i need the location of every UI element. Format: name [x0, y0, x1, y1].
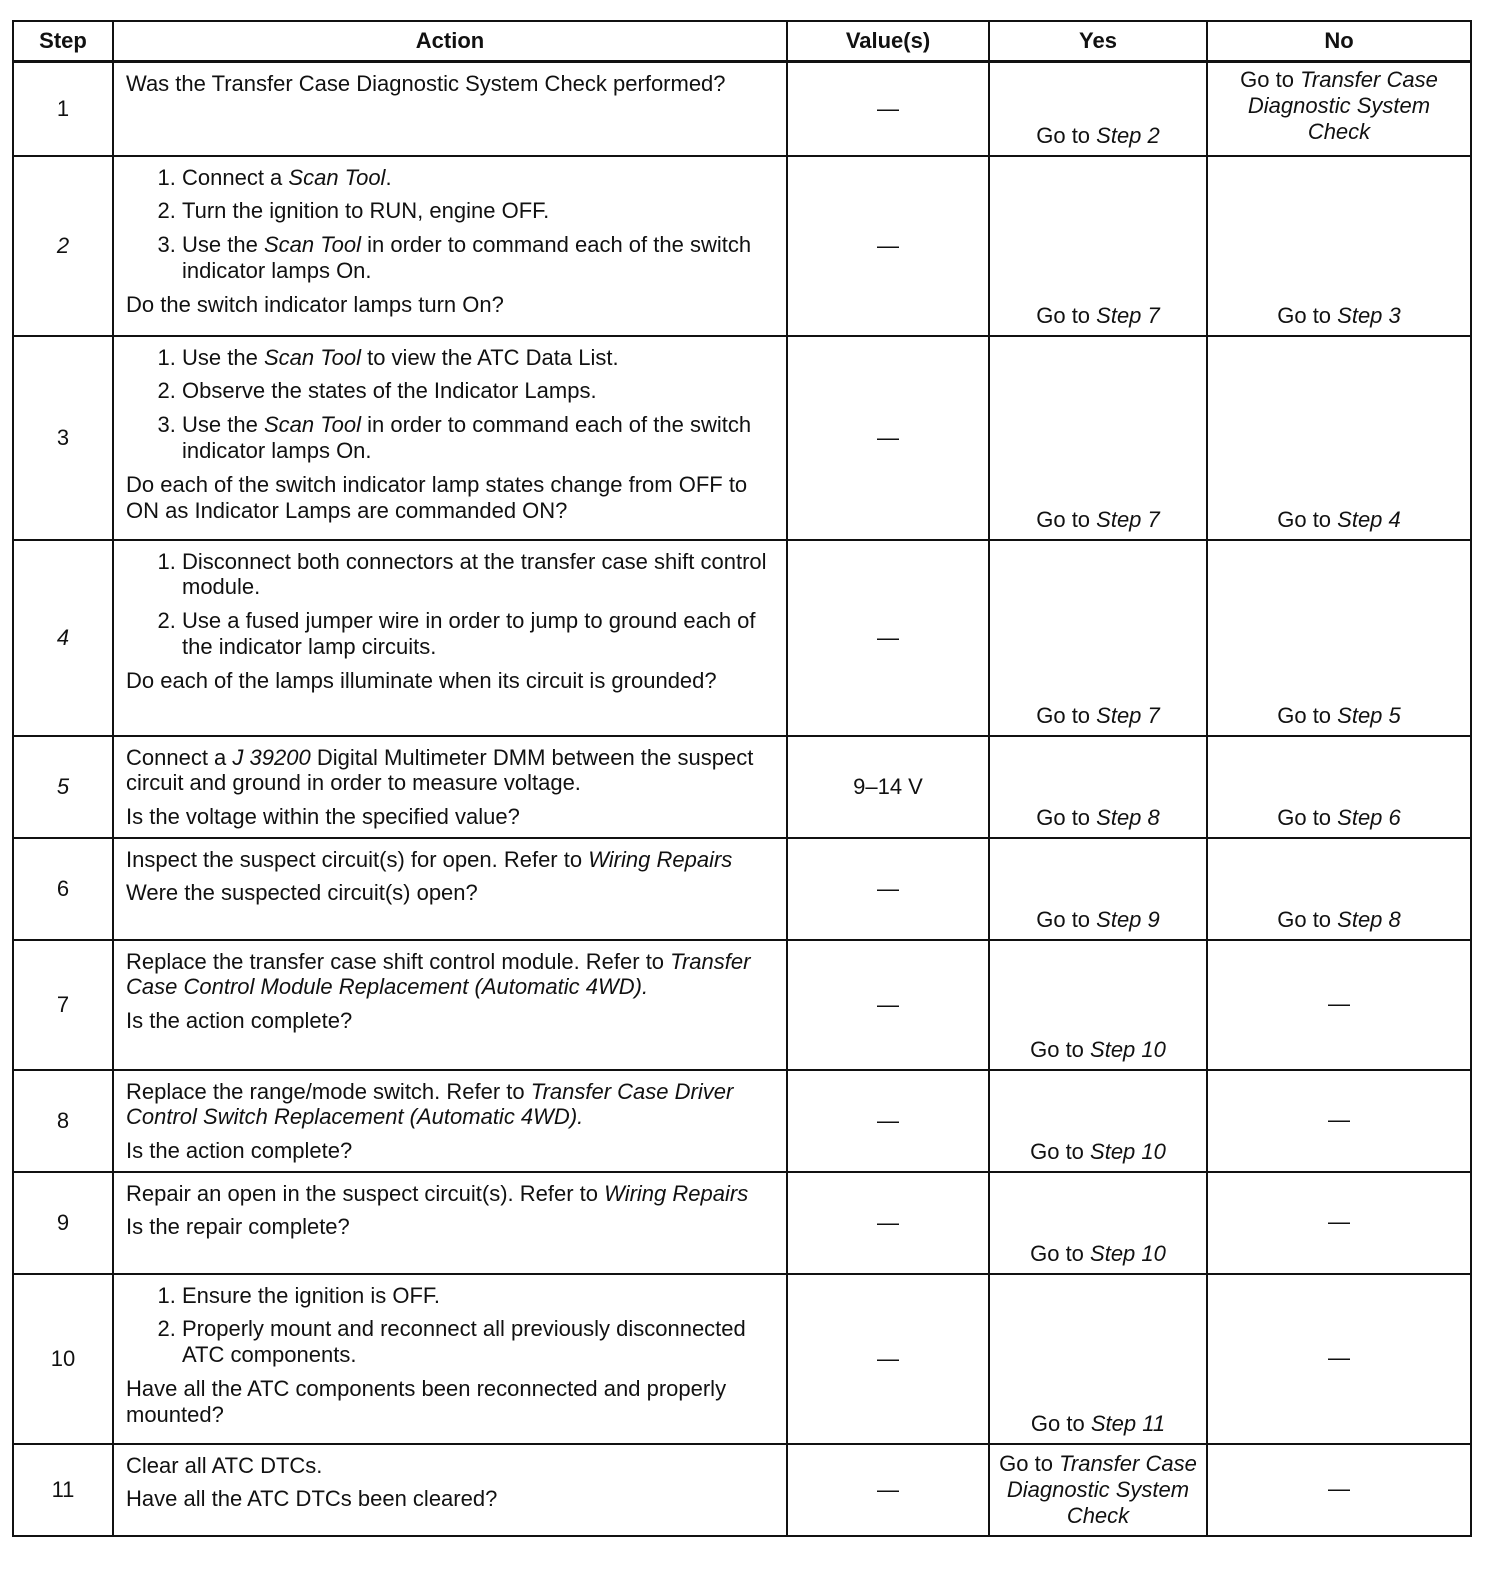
action-step-item [182, 198, 776, 224]
action-step-item [182, 345, 776, 371]
reference-text: Step 5 [1337, 702, 1401, 728]
header-yes: Yes [989, 21, 1207, 62]
yes-cell [989, 838, 1207, 940]
text-run: Use a fused jumper wire in order to jump to ground each of the indicator lamp circuits. [182, 608, 756, 660]
text-run: Go to [1036, 702, 1097, 728]
reference-text: Transfer Case Driver Control Switch Replacement (Automatic 4WD). [126, 1078, 734, 1130]
text-run: Go to [1277, 906, 1338, 932]
step-number: 3 [13, 336, 113, 540]
action-step-item [182, 549, 776, 601]
reference-text: Step 8 [1096, 804, 1160, 830]
text-run: — [1328, 1106, 1350, 1132]
action-text [126, 1181, 776, 1207]
reference-text: Scan Tool [263, 344, 361, 370]
no-cell [1207, 1444, 1471, 1536]
step-number: 7 [13, 940, 113, 1070]
value-cell: — [787, 1274, 989, 1444]
table-row [13, 1172, 1471, 1274]
action-steps-list [126, 549, 776, 661]
yes-cell [989, 1274, 1207, 1444]
action-question [126, 1376, 776, 1428]
reference-text: Step 6 [1337, 804, 1401, 830]
step-number: 8 [13, 1070, 113, 1172]
reference-text: Transfer Case Control Module Replacement (Automatic 4WD). [126, 948, 751, 1000]
reference-text: Step 4 [1337, 506, 1401, 532]
action-step-item [182, 232, 776, 284]
no-cell [1207, 1274, 1471, 1444]
step-number: 9 [13, 1172, 113, 1274]
action-cell [113, 156, 787, 336]
text-run: — [1328, 1344, 1350, 1370]
step-number: 11 [13, 1444, 113, 1536]
text-run: Inspect the suspect circuit(s) for open. Refer to [126, 846, 589, 872]
text-run: Do each of the switch indicator lamp states change from OFF to ON as Indicator Lamps are commanded ON? [126, 472, 748, 524]
action-text [126, 949, 776, 1001]
text-run: Go to [1030, 1240, 1091, 1266]
value-cell: — [787, 940, 989, 1070]
reference-text: Step 9 [1096, 906, 1160, 932]
text-run: Use the [182, 412, 264, 438]
no-cell [1207, 62, 1471, 156]
action-cell [113, 940, 787, 1070]
value-cell: — [787, 62, 989, 156]
step-number: 4 [13, 540, 113, 736]
text-run: Observe the states of the Indicator Lamps. [182, 378, 597, 404]
header-values: Value(s) [787, 21, 989, 62]
text-run: to view the ATC Data List. [360, 344, 619, 370]
action-text [126, 71, 776, 97]
yes-cell [989, 62, 1207, 156]
action-step-item [182, 1283, 776, 1309]
table-row [13, 156, 1471, 336]
text-run: Was the Transfer Case Diagnostic System Check performed? [126, 71, 726, 96]
reference-text: Step 2 [1096, 122, 1160, 148]
diagnostic-table [12, 20, 1472, 1537]
action-step-item [182, 412, 776, 464]
text-run: Replace the transfer case shift control module. Refer to [126, 948, 671, 974]
no-cell [1207, 1070, 1471, 1172]
action-cell [113, 1444, 787, 1536]
reference-text: Scan Tool [288, 164, 386, 190]
reference-text: Step 7 [1096, 302, 1160, 328]
value-cell: — [787, 336, 989, 540]
table-row [13, 540, 1471, 736]
table-body [13, 62, 1471, 1536]
text-run: Do each of the lamps illuminate when its circuit is grounded? [126, 668, 717, 694]
text-run: Repair an open in the suspect circuit(s). Refer to [126, 1180, 605, 1206]
text-run: Go to [1277, 804, 1338, 830]
header-action: Action [113, 21, 787, 62]
text-run: Go to [1036, 804, 1097, 830]
action-step-item [182, 165, 776, 191]
table-row [13, 336, 1471, 540]
header-row [13, 21, 1471, 62]
yes-cell [989, 1444, 1207, 1536]
text-run: Go to [1036, 506, 1097, 532]
text-run: Go to [1240, 67, 1301, 92]
action-cell [113, 838, 787, 940]
no-cell [1207, 156, 1471, 336]
no-cell [1207, 540, 1471, 736]
step-number: 5 [13, 736, 113, 838]
text-run: Connect a [182, 164, 289, 190]
reference-text: Step 3 [1337, 302, 1401, 328]
reference-text: Scan Tool [263, 412, 361, 438]
action-question [126, 804, 776, 830]
yes-cell [989, 336, 1207, 540]
reference-text: J 39200 [232, 744, 311, 770]
text-run: Do the switch indicator lamps turn On? [126, 292, 504, 318]
no-cell [1207, 838, 1471, 940]
text-run: Go to [1030, 1036, 1091, 1062]
reference-text: Step 8 [1337, 906, 1401, 932]
table-row [13, 940, 1471, 1070]
reference-text: Transfer Case Diagnostic System Check [1006, 1450, 1197, 1528]
text-run: — [1328, 1208, 1350, 1234]
yes-cell [989, 1070, 1207, 1172]
action-question [126, 292, 776, 318]
text-run: Ensure the ignition is OFF. [182, 1282, 441, 1308]
action-step-item [182, 1316, 776, 1368]
reference-text: Transfer Case Diagnostic System Check [1247, 67, 1438, 144]
reference-text: Step 11 [1090, 1410, 1166, 1436]
text-run: Have all the ATC DTCs been cleared? [126, 1486, 498, 1512]
table-row [13, 838, 1471, 940]
text-run: Go to [1030, 1138, 1091, 1164]
action-question [126, 668, 776, 694]
step-number: 2 [13, 156, 113, 336]
table-row [13, 736, 1471, 838]
table-row [13, 1070, 1471, 1172]
no-cell [1207, 336, 1471, 540]
text-run: Replace the range/mode switch. Refer to [126, 1078, 531, 1104]
text-run: Have all the ATC components been reconnected and properly mounted? [126, 1376, 727, 1428]
text-run: Is the action complete? [126, 1138, 353, 1164]
action-cell [113, 1070, 787, 1172]
text-run: — [1328, 1475, 1350, 1501]
action-steps-list [126, 165, 776, 285]
text-run: Go to [1036, 906, 1097, 932]
action-text [126, 847, 776, 873]
action-steps-list [126, 345, 776, 465]
step-number: 6 [13, 838, 113, 940]
text-run: Clear all ATC DTCs. [126, 1452, 323, 1478]
no-cell [1207, 1172, 1471, 1274]
text-run: Go to [1030, 1410, 1091, 1436]
action-text [126, 1079, 776, 1131]
text-run: — [1328, 990, 1350, 1016]
value-cell: — [787, 1070, 989, 1172]
action-question [126, 472, 776, 524]
action-cell [113, 1274, 787, 1444]
step-number: 10 [13, 1274, 113, 1444]
action-cell [113, 62, 787, 156]
action-cell [113, 336, 787, 540]
value-cell: 9–14 V [787, 736, 989, 838]
reference-text: Step 7 [1096, 506, 1160, 532]
header-no: No [1207, 21, 1471, 62]
action-question [126, 880, 776, 906]
reference-text: Step 10 [1090, 1240, 1166, 1266]
text-run: in order to command each of the switch indicator lamps On. [182, 412, 752, 464]
text-run: Digital Multimeter DMM between the suspect circuit and ground in order to measure voltage. [126, 744, 754, 796]
action-text [126, 1453, 776, 1479]
table-row [13, 1444, 1471, 1536]
action-step-item [182, 378, 776, 404]
action-text [126, 745, 776, 797]
reference-text: Wiring Repairs [588, 846, 733, 872]
text-run: Disconnect both connectors at the transfer case shift control module. [182, 548, 767, 600]
table-row [13, 62, 1471, 156]
action-cell [113, 540, 787, 736]
action-step-item [182, 608, 776, 660]
yes-cell [989, 1172, 1207, 1274]
text-run: Go to [1036, 122, 1097, 148]
text-run: Go to [1277, 302, 1338, 328]
text-run: Turn the ignition to RUN, engine OFF. [182, 198, 550, 224]
reference-text: Wiring Repairs [604, 1180, 749, 1206]
step-number: 1 [13, 62, 113, 156]
table-row [13, 1274, 1471, 1444]
reference-text: Step 10 [1090, 1036, 1166, 1062]
text-run: Properly mount and reconnect all previously disconnected ATC components. [182, 1316, 746, 1368]
text-run: Were the suspected circuit(s) open? [126, 880, 478, 906]
reference-text: Step 10 [1090, 1138, 1166, 1164]
no-cell [1207, 940, 1471, 1070]
yes-cell [989, 736, 1207, 838]
action-cell [113, 736, 787, 838]
reference-text: Step 7 [1096, 702, 1160, 728]
action-steps-list [126, 1283, 776, 1369]
yes-cell [989, 156, 1207, 336]
action-question [126, 1138, 776, 1164]
text-run: . [385, 164, 392, 190]
text-run: Go to [999, 1450, 1060, 1476]
yes-cell [989, 940, 1207, 1070]
value-cell: — [787, 1444, 989, 1536]
yes-cell [989, 540, 1207, 736]
action-question [126, 1486, 776, 1512]
text-run: Is the repair complete? [126, 1214, 350, 1240]
text-run: Go to [1277, 506, 1338, 532]
value-cell: — [787, 540, 989, 736]
text-run: Connect a [126, 744, 233, 770]
text-run: Go to [1277, 702, 1338, 728]
header-step: Step [13, 21, 113, 62]
text-run: in order to command each of the switch indicator lamps On. [182, 232, 752, 284]
text-run: Go to [1036, 302, 1097, 328]
value-cell: — [787, 838, 989, 940]
text-run: Use the [182, 232, 264, 258]
text-run: Is the voltage within the specified value? [126, 804, 520, 830]
action-question [126, 1008, 776, 1034]
reference-text: Scan Tool [263, 232, 361, 258]
value-cell: — [787, 1172, 989, 1274]
action-question [126, 1214, 776, 1240]
text-run: Is the action complete? [126, 1008, 353, 1034]
action-cell [113, 1172, 787, 1274]
text-run: Use the [182, 344, 264, 370]
no-cell [1207, 736, 1471, 838]
value-cell: — [787, 156, 989, 336]
